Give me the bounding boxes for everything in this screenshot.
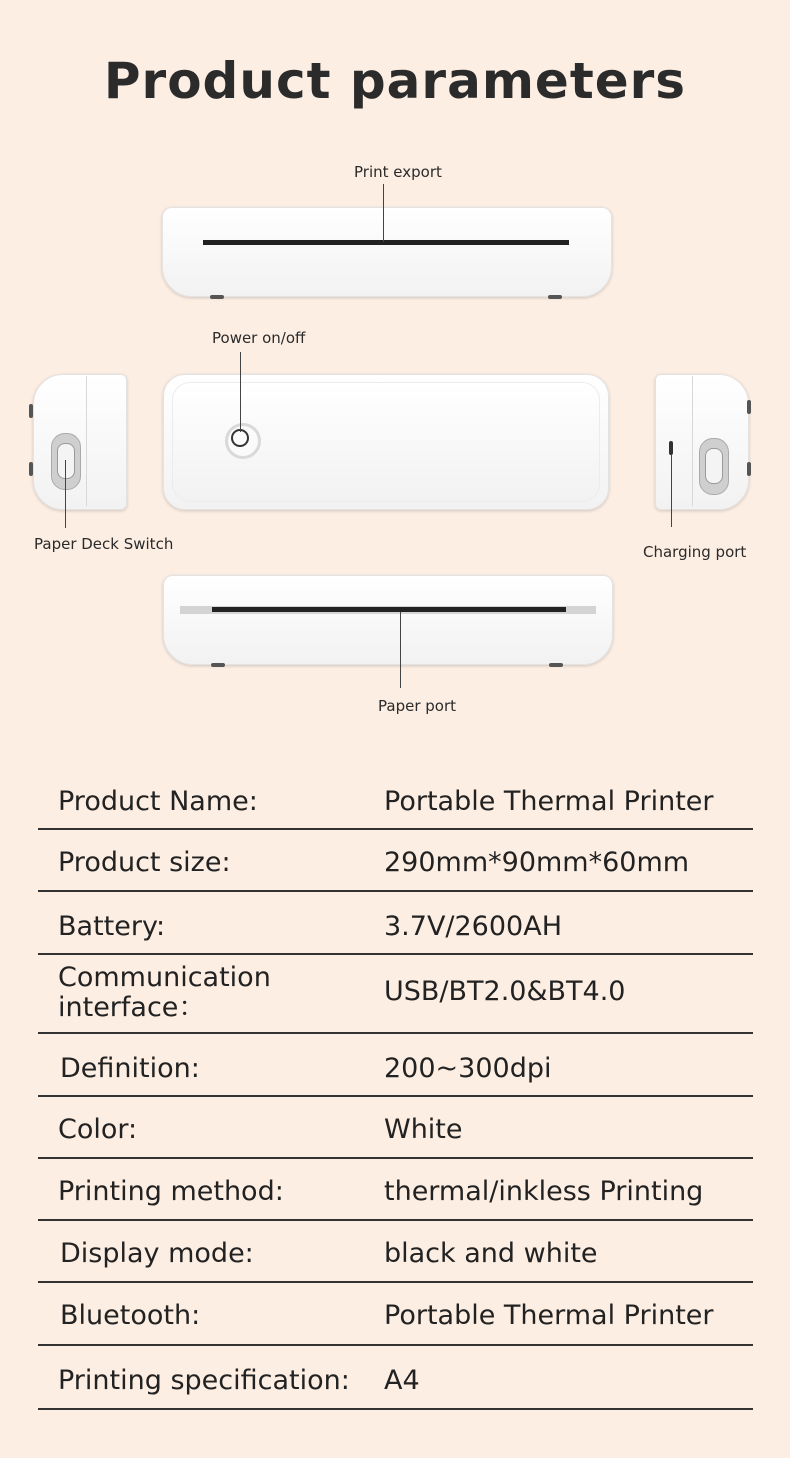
power-label: Power on/off	[212, 329, 306, 347]
spec-value: thermal/inkless Printing	[384, 1176, 704, 1207]
printer-back-body	[163, 575, 613, 665]
charging-port-label: Charging port	[643, 543, 747, 561]
printer-foot	[549, 663, 563, 667]
page-title: Product parameters	[103, 52, 687, 110]
printer-foot	[210, 295, 224, 299]
paper-deck-leader	[65, 460, 66, 528]
spec-label: Printing method:	[58, 1176, 284, 1207]
spec-label: Product Name:	[58, 786, 258, 817]
spec-label: Display mode:	[60, 1238, 254, 1269]
printer-foot	[747, 462, 751, 476]
paper-port-label: Paper port	[378, 697, 456, 715]
printer-front-body	[162, 207, 612, 297]
switch-knob	[57, 443, 75, 479]
spec-label: Bluetooth:	[60, 1300, 201, 1331]
spec-row	[38, 830, 753, 892]
spec-label: Battery:	[58, 911, 166, 942]
switch-knob	[705, 448, 723, 484]
spec-value: Portable Thermal Printer	[384, 786, 714, 817]
printer-foot	[548, 295, 562, 299]
spec-value: 290mm*90mm*60mm	[384, 847, 690, 878]
spec-row	[38, 955, 753, 1034]
side-seam	[86, 376, 87, 506]
paper-deck-switch-label: Paper Deck Switch	[34, 535, 174, 553]
spec-row	[38, 770, 753, 830]
spec-label: Printing specification:	[58, 1365, 350, 1396]
spec-value: Portable Thermal Printer	[384, 1300, 714, 1331]
spec-table	[38, 770, 753, 1410]
printer-foot	[211, 663, 225, 667]
print-export-label: Print export	[354, 163, 442, 181]
printer-foot	[29, 404, 33, 418]
spec-row	[38, 1221, 753, 1283]
spec-value: A4	[384, 1365, 420, 1396]
spec-row	[38, 1097, 753, 1159]
spec-value: black and white	[384, 1238, 598, 1269]
spec-value: White	[384, 1114, 463, 1145]
spec-label: Definition:	[60, 1053, 200, 1084]
spec-label: Product size:	[58, 847, 231, 878]
print-export-slot	[203, 240, 569, 245]
paper-port-slot	[212, 607, 566, 612]
spec-value: 200~300dpi	[384, 1053, 552, 1084]
print-export-leader	[383, 184, 384, 242]
charging-port-leader	[671, 455, 672, 527]
charging-port[interactable]	[669, 441, 673, 455]
spec-row	[38, 1346, 753, 1410]
printer-foot	[747, 400, 751, 414]
spec-row	[38, 1034, 753, 1097]
spec-label: Color:	[58, 1114, 138, 1145]
spec-row	[38, 1159, 753, 1221]
spec-row	[38, 892, 753, 955]
spec-row	[38, 1283, 753, 1346]
side-seam	[692, 376, 693, 506]
spec-label: Communication interface：	[58, 962, 271, 1023]
printer-foot	[29, 462, 33, 476]
power-leader	[240, 352, 241, 432]
paper-port-leader	[400, 612, 401, 688]
spec-value: USB/BT2.0&BT4.0	[384, 976, 626, 1007]
spec-value: 3.7V/2600AH	[384, 911, 562, 942]
